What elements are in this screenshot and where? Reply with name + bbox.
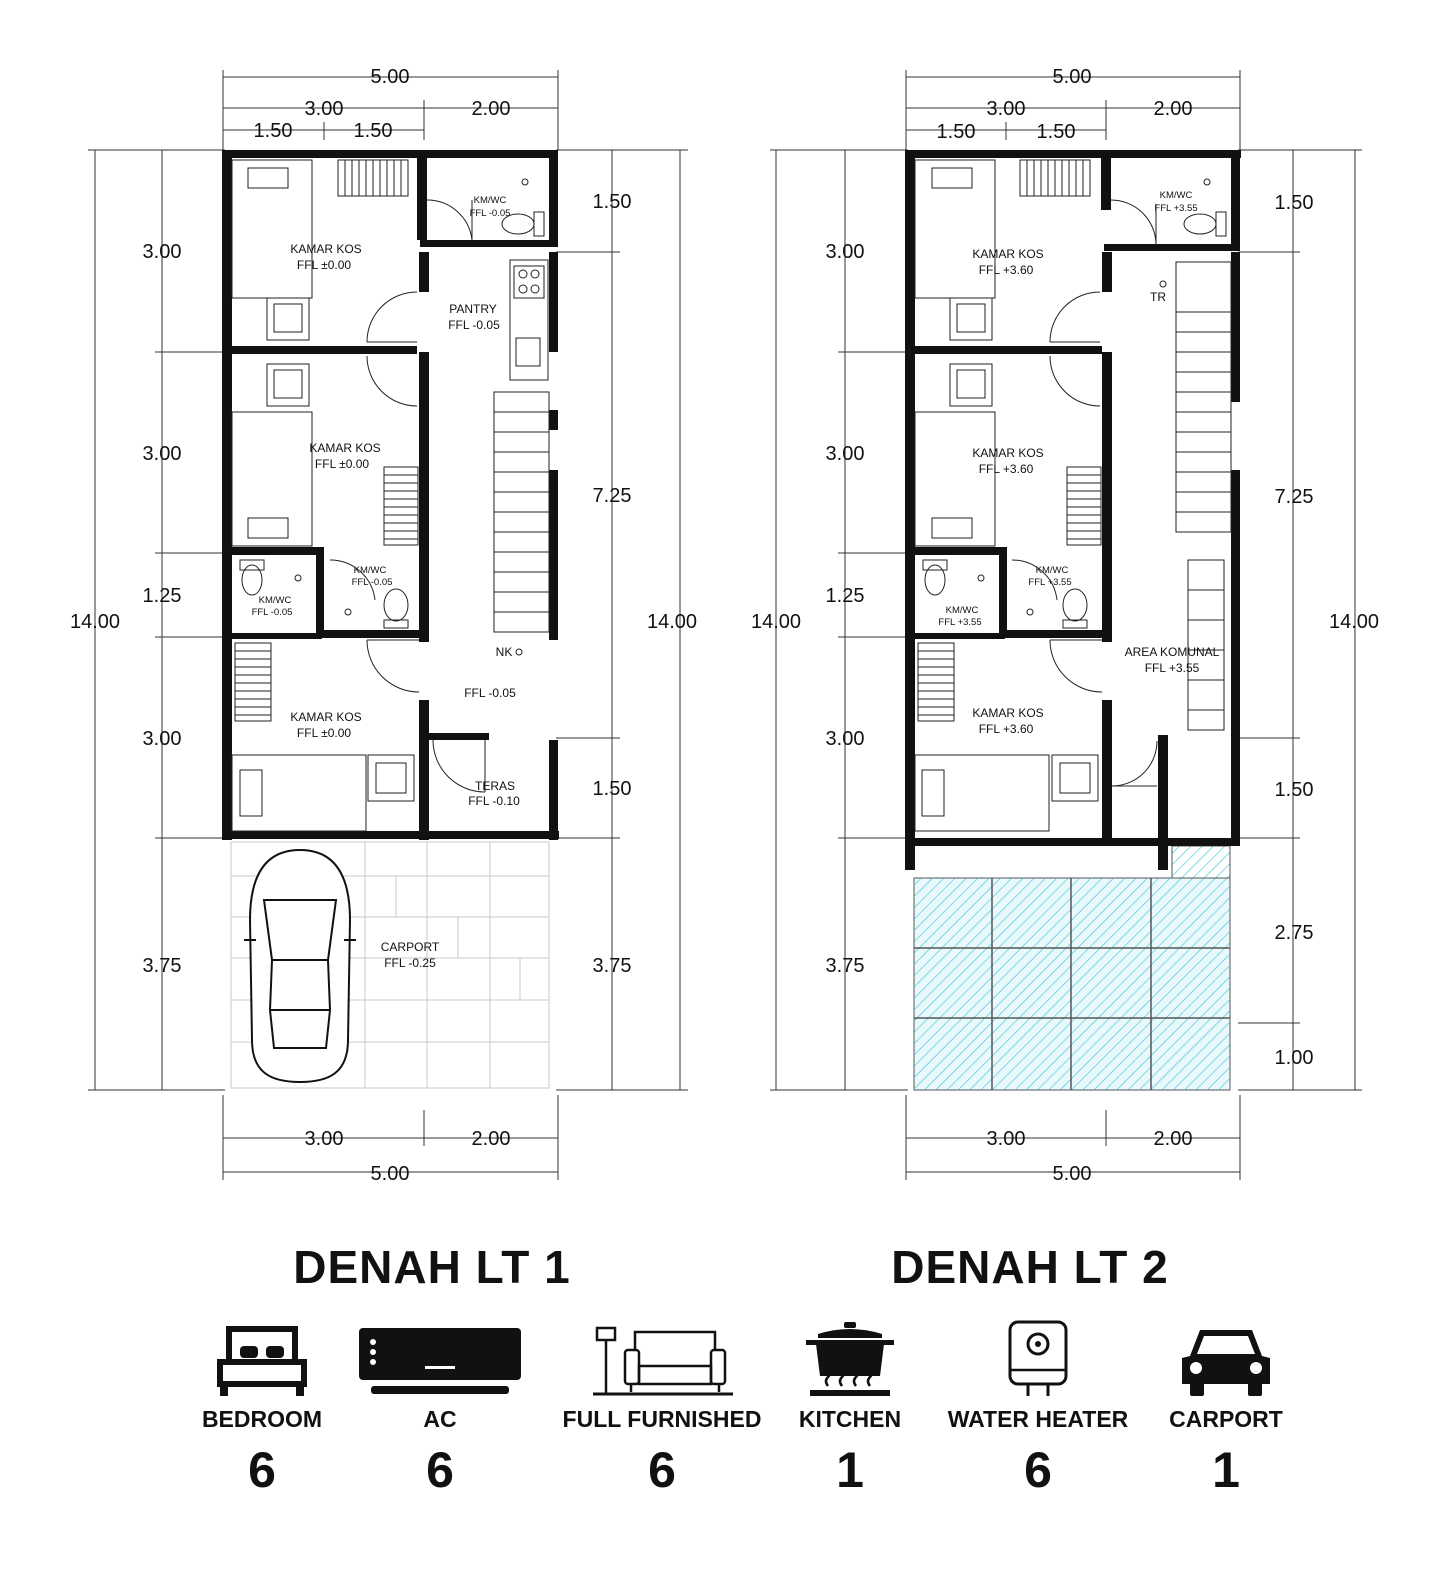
plan1-dim-bottom-b: 2.00 [471,1128,511,1150]
plan1-dim-left-3: 1.25 [142,585,182,607]
feature-ac-count: 6 [426,1442,454,1498]
plan1-dim-bottom-total: 5.00 [370,1163,410,1185]
plan2-doors [1012,200,1157,786]
plan2-dim-right-3: 1.50 [1274,779,1314,801]
feature-carport-label: CARPORT [1169,1406,1283,1432]
plan1-dim-top-c: 1.50 [253,120,293,142]
plan2-bath-a-name: KM/WC [945,605,979,616]
plan1-title: DENAH LT 1 [293,1241,571,1293]
water-heater-icon [988,1320,1088,1400]
plan2-dim-top-total: 5.00 [1052,66,1092,88]
plan1-teras-ffl: FFL -0.10 [468,794,520,808]
feature-water-heater [938,1320,1138,1499]
plan1-doors [330,200,485,792]
feature-bedroom-count: 6 [248,1442,276,1498]
plan2-komunal-name: AREA KOMUNAL [1124,645,1220,659]
plan1-bath-a-name: KM/WC [258,595,292,606]
plan1-dim-left-total: 14.00 [69,611,121,633]
plan1-pantry-ffl: FFL -0.05 [448,318,500,332]
plan1-dim-top-total: 5.00 [370,66,410,88]
plan1-bath-b-name: KM/WC [353,565,387,576]
plan1-walls [222,150,559,840]
plan2-bath-b-name: KM/WC [1035,565,1069,576]
plan2-title: DENAH LT 2 [891,1241,1169,1293]
plan2-bed3-name: KAMAR KOS [972,706,1044,720]
plan2-dim-left-5: 3.75 [825,955,865,977]
plan2-bath-a-ffl: FFL +3.55 [938,617,982,628]
plan1-pantry-name: PANTRY [449,302,497,316]
plan2-dim-top-a: 3.00 [986,98,1026,120]
plan1-dim-left-1: 3.00 [142,241,182,263]
plan1-dim-bottom-a: 3.00 [304,1128,344,1150]
plan2-bath-top-name: KM/WC [1159,190,1193,201]
plan1-dim-right-4: 3.75 [592,955,632,977]
plan2-dim-left-3: 1.25 [825,585,865,607]
plan2-komunal-ffl: FFL +3.55 [1144,661,1200,675]
feature-kitchen [750,1320,950,1499]
feature-carport-count: 1 [1212,1442,1240,1498]
plan1-bath-top-name: KM/WC [473,195,507,206]
plan1-dim-left-5: 3.75 [142,955,182,977]
plan1-dim-top-a: 3.00 [304,98,344,120]
plan1-bed3-name: KAMAR KOS [290,710,362,724]
plan2-dim-right-2: 7.25 [1274,486,1314,508]
plan1-corridor-ffl: FFL -0.05 [464,686,516,700]
feature-full-furnished [562,1320,762,1499]
plan1-furniture [232,160,549,831]
feature-carport [1126,1320,1326,1499]
car-icon [1176,1320,1276,1400]
plan1-dim-left-2: 3.00 [142,443,182,465]
plan1-nk-label: NK [495,645,513,659]
plan1-bed3-ffl: FFL ±0.00 [296,726,352,740]
plan2-dim-top-c: 1.50 [936,121,976,143]
plan-2 [751,66,1379,1185]
feature-ac-label: AC [423,1406,457,1432]
plan2-bath-b-ffl: FFL +3.55 [1028,577,1072,588]
plan1-dim-right-1: 1.50 [592,191,632,213]
plan1-dim-right-3: 1.50 [592,778,632,800]
plan2-bed2-ffl: FFL +3.60 [978,462,1034,476]
plan1-bath-top-ffl: FFL -0.05 [469,208,511,219]
bed-icon [212,1320,312,1400]
plan1-carport-name: CARPORT [380,940,440,954]
feature-water-heater-count: 6 [1024,1442,1052,1498]
plan2-tr-label: TR [1150,290,1166,304]
plan2-bed1-ffl: FFL +3.60 [978,263,1034,277]
plan2-bed3-ffl: FFL +3.60 [978,722,1034,736]
feature-bedroom [162,1320,362,1499]
plan2-furniture [915,160,1231,831]
cooking-pot-icon [800,1320,900,1400]
ac-icon [355,1320,525,1400]
plan2-dim-left-1: 3.00 [825,241,865,263]
feature-bedroom-label: BEDROOM [201,1406,323,1432]
plan2-glass-canopy [914,846,1230,1090]
plan2-bed2-name: KAMAR KOS [972,446,1044,460]
plan1-bed1-name: KAMAR KOS [290,242,362,256]
plan1-dim-left-4: 3.00 [142,728,182,750]
plan1-teras-name: TERAS [474,779,516,793]
plan2-dim-bottom-a: 3.00 [986,1128,1026,1150]
plan2-walls [905,150,1241,870]
plan2-dim-top-d: 1.50 [1036,121,1076,143]
plan1-dim-top-d: 1.50 [353,120,393,142]
sofa-lamp-icon [587,1320,737,1400]
plan1-bed1-ffl: FFL ±0.00 [296,258,352,272]
plan1-bath-a-ffl: FFL -0.05 [251,607,293,618]
plan-1 [70,66,697,1185]
plan1-dim-top-b: 2.00 [471,98,511,120]
plan2-dim-left-total: 14.00 [750,611,802,633]
plan2-dim-right-4: 2.75 [1274,922,1314,944]
feature-summary [160,1320,1300,1520]
plan2-dim-left-4: 3.00 [825,728,865,750]
plan1-dim-right-total: 14.00 [646,611,698,633]
plan2-dim-bottom-b: 2.00 [1153,1128,1193,1150]
plan2-dim-bottom-total: 5.00 [1052,1163,1092,1185]
feature-kitchen-count: 1 [836,1442,864,1498]
plan1-car-icon [244,850,356,1082]
feature-kitchen-label: KITCHEN [798,1406,902,1432]
plan1-dim-right-2: 7.25 [592,485,632,507]
plan2-dim-right-5: 1.00 [1274,1047,1314,1069]
feature-ac [340,1320,540,1499]
plan1-bath-b-ffl: FFL -0.05 [351,577,393,588]
plan2-dim-right-1: 1.50 [1274,192,1314,214]
plan1-carport-ffl: FFL -0.25 [384,956,436,970]
plan2-dim-right-total: 14.00 [1328,611,1380,633]
feature-water-heater-label: WATER HEATER [947,1406,1129,1432]
plan2-bed1-name: KAMAR KOS [972,247,1044,261]
feature-full-furnished-count: 6 [648,1442,676,1498]
plan1-bed2-name: KAMAR KOS [309,441,381,455]
plan2-bath-top-ffl: FFL +3.55 [1154,203,1198,214]
plan2-dim-left-2: 3.00 [825,443,865,465]
feature-full-furnished-label: FULL FURNISHED [562,1406,762,1432]
plan2-dim-top-b: 2.00 [1153,98,1193,120]
plan1-bed2-ffl: FFL ±0.00 [314,457,370,471]
